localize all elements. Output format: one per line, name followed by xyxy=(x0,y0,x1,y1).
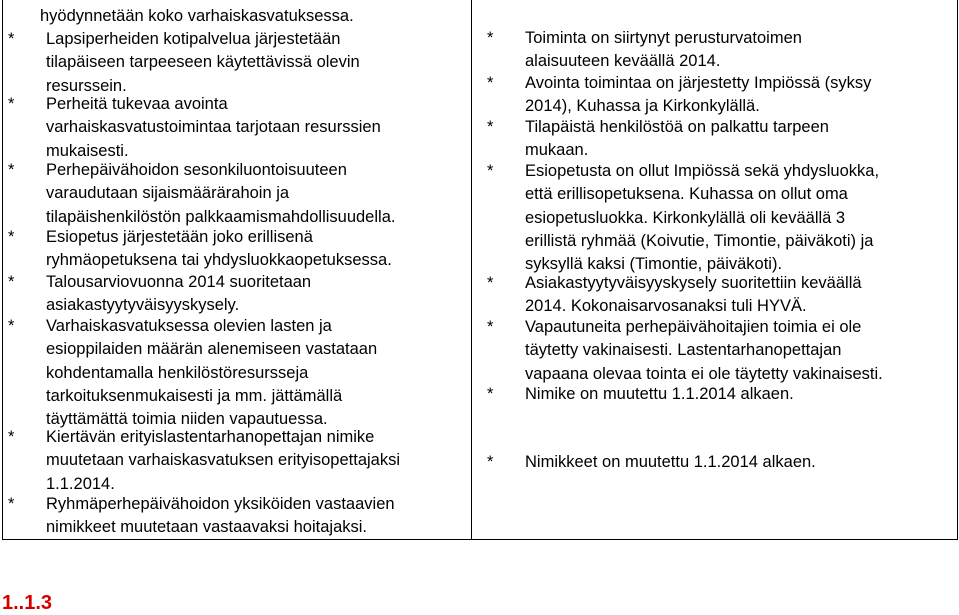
right-bullet-6-line-3: vapaana olevaa tointa ei ole täytetty vakinaisesti. xyxy=(525,364,883,383)
left-bullet-4-line-2: ryhmäopetuksena tai yhdysluokkaopetuksessa. xyxy=(46,251,392,270)
right-bullet-4-line-2: että erillisopetuksena. Kuhassa on ollut oma xyxy=(525,185,848,204)
bullet-marker: * xyxy=(487,118,494,136)
left-bullet-6-line-3: kohdentamalla henkilöstöresursseja xyxy=(46,363,309,382)
bullet-marker: * xyxy=(487,318,494,336)
left-continuation-text: hyödynnetään koko varhaiskasvatuksessa. xyxy=(40,7,354,25)
bullet-marker: * xyxy=(8,317,15,335)
left-bullet-3-line-2: varaudutaan sijaismäärärahoin ja xyxy=(46,184,290,203)
left-bullet-2-line-3: mukaisesti. xyxy=(46,141,129,160)
left-bullet-7-line-3: 1.1.2014. xyxy=(46,474,115,493)
right-bullet-3-line-1: Tilapäistä henkilöstöä on palkattu tarpeen xyxy=(525,118,829,136)
right-bullet-1-line-2: alaisuuteen keväällä 2014. xyxy=(525,52,721,71)
left-bullet-5-line-2: asiakastyytyväisyyskysely. xyxy=(46,296,240,315)
left-bullet-6-line-1: Varhaiskasvatuksessa olevien lasten ja xyxy=(46,317,332,335)
bullet-marker: * xyxy=(8,273,15,291)
left-bullet-3-line-3: tilapäishenkilöstön palkkaamismahdollisuudella. xyxy=(46,207,396,226)
bullet-marker: * xyxy=(8,161,15,179)
bullet-marker: * xyxy=(487,385,494,403)
left-bullet-8-line-2: nimikkeet muutetaan vastaavaksi hoitajaksi. xyxy=(46,518,367,537)
bullet-marker: * xyxy=(487,74,494,92)
bullet-marker: * xyxy=(8,228,15,246)
right-bullet-5-line-2: 2014. Kokonaisarvosanaksi tuli HYVÄ. xyxy=(525,297,807,316)
right-bullet-1-line-1: Toiminta on siirtynyt perusturvatoimen xyxy=(525,29,802,47)
left-bullet-1-line-3: resurssein. xyxy=(46,76,127,95)
bullet-marker: * xyxy=(8,95,15,113)
bullet-marker: * xyxy=(8,428,15,446)
bullet-marker: * xyxy=(487,274,494,292)
right-bullet-3-line-2: mukaan. xyxy=(525,141,589,160)
left-bullet-1-line-1: Lapsiperheiden kotipalvelua järjestetään xyxy=(46,30,341,48)
left-bullet-7-line-1: Kiertävän erityislastentarhanopettajan nimike xyxy=(46,428,375,446)
left-bullet-4-line-1: Esiopetus järjestetään joko erillisenä xyxy=(46,228,313,246)
left-bullet-6-line-2: esioppilaiden määrän alenemiseen vastataan xyxy=(46,340,378,359)
right-bullet-7-line-1: Nimike on muutettu 1.1.2014 alkaen. xyxy=(525,385,794,403)
bullet-marker: * xyxy=(8,495,15,513)
left-bullet-5-line-1: Talousarviovuonna 2014 suoritetaan xyxy=(46,273,312,291)
bullet-marker: * xyxy=(8,30,15,48)
left-bullet-6-line-5: täyttämättä toimia niiden vapautuessa. xyxy=(46,410,328,428)
left-bullet-8-line-1: Ryhmäperhepäivähoidon yksiköiden vastaavien xyxy=(46,495,395,513)
left-bullet-1-line-2: tilapäiseen tarpeeseen käytettävissä olevin xyxy=(46,53,360,72)
right-bullet-4-line-5: syksyllä kaksi (Timontie, päiväkoti). xyxy=(525,255,783,273)
right-bullet-6-line-2: täytetty vakinaisesti. Lastentarhanopettajan xyxy=(525,341,842,360)
right-bullet-2-line-1: Avointa toimintaa on järjestetty Impiössä (syksy xyxy=(525,74,872,92)
left-bullet-6-line-4: tarkoituksenmukaisesti ja mm. jättämällä xyxy=(46,386,343,405)
right-bullet-5-line-1: Asiakastyytyväisyyskysely suoritettiin keväällä xyxy=(525,274,862,292)
bullet-marker: * xyxy=(487,162,494,180)
right-bullet-6-line-1: Vapautuneita perhepäivähoitajien toimia ei ole xyxy=(525,318,862,336)
section-number: 1..1.3 xyxy=(2,592,53,614)
left-bullet-2-line-2: varhaiskasvatustoimintaa tarjotaan resurssien xyxy=(46,118,381,137)
right-bullet-8-line-1: Nimikkeet on muutettu 1.1.2014 alkaen. xyxy=(525,453,816,471)
bullet-marker: * xyxy=(487,29,494,47)
right-bullet-4-line-4: erillistä ryhmää (Koivutie, Timontie, päiväkoti) ja xyxy=(525,231,874,250)
right-bullet-4-line-1: Esiopetusta on ollut Impiössä sekä yhdysluokka, xyxy=(525,162,880,180)
right-bullet-2-line-2: 2014), Kuhassa ja Kirkonkylällä. xyxy=(525,97,760,116)
bullet-marker: * xyxy=(487,453,494,471)
column-divider xyxy=(471,0,472,540)
left-bullet-2-line-1: Perheitä tukevaa avointa xyxy=(46,95,228,113)
left-bullet-3-line-1: Perhepäivähoidon sesonkiluontoisuuteen xyxy=(46,161,347,179)
right-bullet-4-line-3: esiopetusluokka. Kirkonkylällä oli keväällä 3 xyxy=(525,208,846,227)
left-bullet-7-line-2: muutetaan varhaiskasvatuksen erityisopettajaksi xyxy=(46,451,401,470)
